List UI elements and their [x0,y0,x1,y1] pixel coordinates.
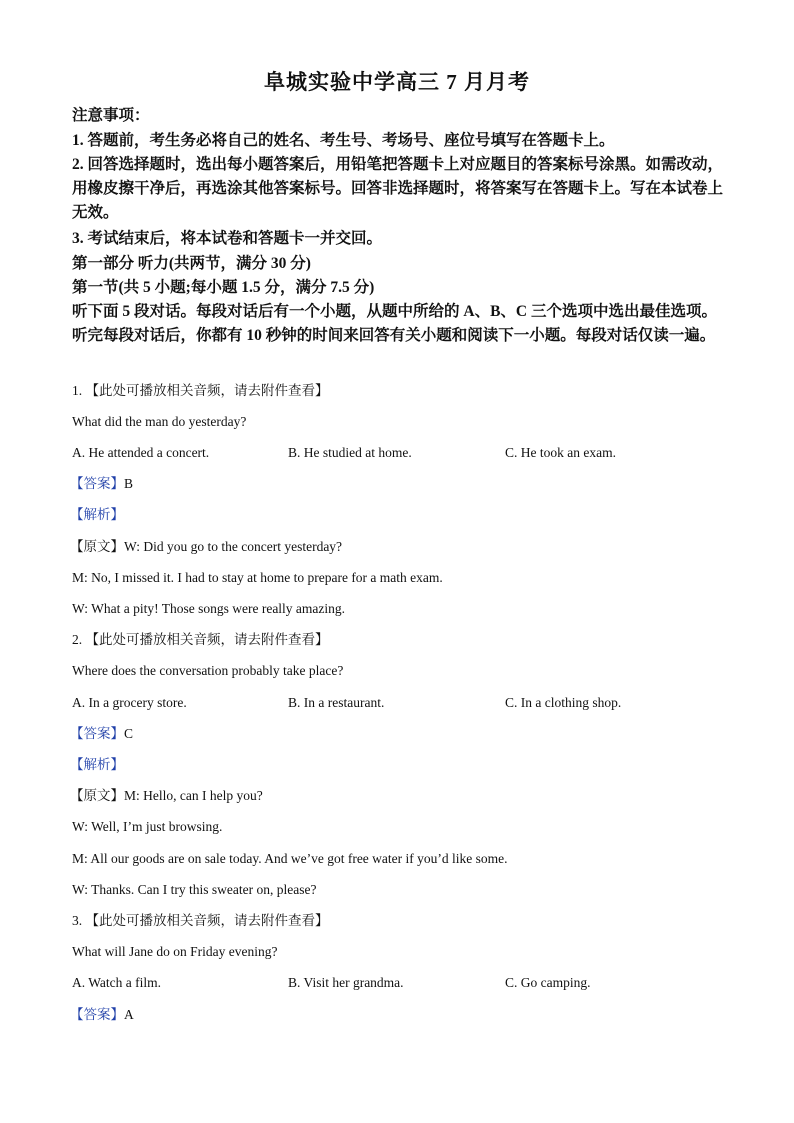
question-1-stem: What did the man do yesterday? [72,414,247,429]
audio-note: 【此处可播放相关音频，请去附件查看】 [85,632,329,647]
question-3-audio [72,912,732,930]
question-number: 2. [72,632,83,647]
question-1-dialogue-line-1 [70,538,730,556]
original-label: 【原文】 [70,539,124,554]
notice-item-2: 2. 回答选择题时，选出每小题答案后，用铅笔把答题卡上对应题目的答案标号涂黑。如需改动，用橡皮擦干净后，再选涂其他答案标号。回答非选择题时，将答案写在答题卡上。写在本试卷上无效。 [72,156,724,221]
listening-instructions: 听下面 5 段对话。每段对话后有一个小题，从题中所给的 A、B、C 三个选项中选出最佳选项。听完每段对话后，你都有 10 秒钟的时间来回答有关小题和阅读下一小题。每段对话仅读一遍。 [72,303,717,344]
question-2-dialogue-line-4: W: Thanks. Can I try this sweater on, please? [72,882,317,897]
question-2-analysis [70,756,730,774]
answer-label: 【答案】 [70,476,124,491]
audio-note: 【此处可播放相关音频，请去附件查看】 [85,383,329,398]
question-3-option-b: B. Visit her grandma. [288,975,404,990]
question-1-option-b: B. He studied at home. [288,445,412,460]
question-2-option-b: B. In a restaurant. [288,695,385,710]
question-1-option-c: C. He took an exam. [505,445,616,460]
question-1-answer [70,475,730,493]
notice-item-1: 1. 答题前，考生务必将自己的姓名、考生号、考场号、座位号填写在答题卡上。 [72,132,615,149]
question-2-option-a: A. In a grocery store. [72,695,187,710]
question-3-option-c: C. Go camping. [505,975,591,990]
dialogue-text: W: Did you go to the concert yesterday? [124,539,343,554]
analysis-label: 【解析】 [70,757,124,772]
question-1-audio [72,382,732,400]
original-label: 【原文】 [70,788,124,803]
question-2-audio [72,631,732,649]
question-3-option-a: A. Watch a film. [72,975,162,990]
question-3-stem: What will Jane do on Friday evening? [72,944,278,959]
question-1-analysis [70,506,730,524]
answer-value: B [124,476,134,491]
analysis-label: 【解析】 [70,507,124,522]
part-heading: 第一部分 听力(共两节，满分 30 分) [72,255,311,272]
question-1-dialogue-line-2: M: No, I missed it. I had to stay at home to prepare for a math exam. [72,570,443,585]
question-2-dialogue-line-3: M: All our goods are on sale today. And we’ve got free water if you’d like some. [72,851,508,866]
answer-value: C [124,726,134,741]
question-3-answer [70,1006,730,1024]
answer-label: 【答案】 [70,726,124,741]
question-2-dialogue-line-1 [70,787,730,805]
answer-value: A [124,1007,134,1022]
question-number: 1. [72,383,83,398]
question-2-dialogue-line-2: W: Well, I’m just browsing. [72,819,223,834]
section-heading: 第一节(共 5 小题;每小题 1.5 分，满分 7.5 分) [72,279,375,296]
page-title: 阜城实验中学高三 7 月月考 [264,70,530,94]
question-1-option-a: A. He attended a concert. [72,445,210,460]
question-2-option-c: C. In a clothing shop. [505,695,622,710]
question-2-stem: Where does the conversation probably take place? [72,663,344,678]
notice-heading: 注意事项： [72,107,150,124]
dialogue-text: M: Hello, can I help you? [124,788,263,803]
question-1-dialogue-line-3: W: What a pity! Those songs were really amazing. [72,601,346,616]
question-2-answer [70,725,730,743]
question-number: 3. [72,913,83,928]
notice-item-3: 3. 考试结束后，将本试卷和答题卡一并交回。 [72,230,383,247]
answer-label: 【答案】 [70,1007,124,1022]
audio-note: 【此处可播放相关音频，请去附件查看】 [85,913,329,928]
